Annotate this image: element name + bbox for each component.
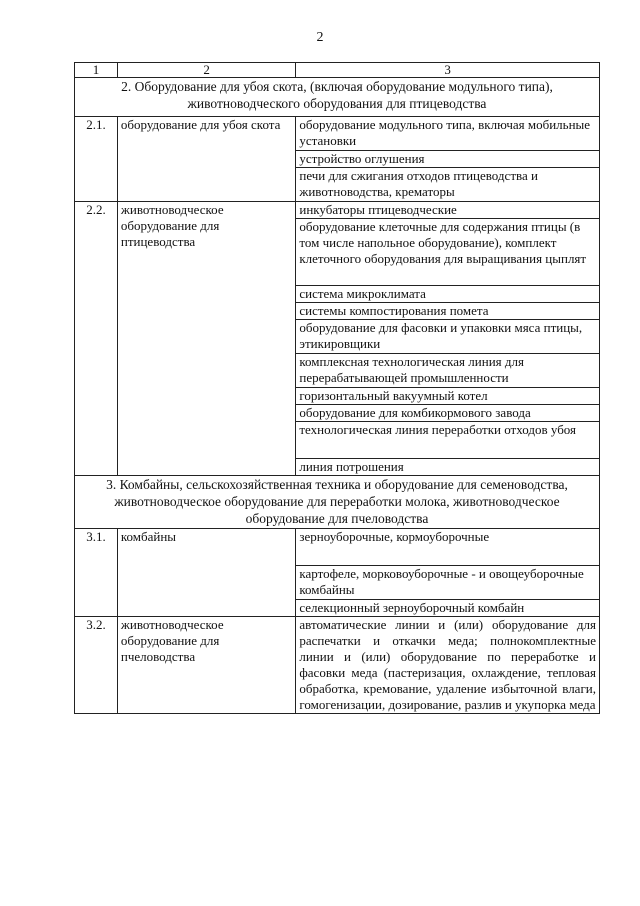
table-row [75, 529, 600, 566]
row-item: зерноуборочные, кормоуборочные [296, 529, 600, 566]
row-item: устройство оглушения [296, 151, 600, 168]
table-header-row [75, 63, 600, 78]
table-row [75, 617, 600, 714]
row-category: оборудование для убоя скота [117, 117, 295, 202]
row-item: селекционный зерноуборочный комбайн [296, 600, 600, 617]
row-item: комплексная технологическая линия для перерабатывающей промышленности [296, 354, 600, 388]
row-item: системы компостирования помета [296, 303, 600, 320]
section-heading-row [75, 476, 600, 529]
table-row [75, 202, 600, 219]
row-item: печи для сжигания отходов птицеводства и животноводства, крематоры [296, 168, 600, 202]
header-col-3: 3 [296, 63, 600, 78]
section-2-title: 2. Оборудование для убоя скота, (включая оборудование модульного типа), животноводческого оборудования для птицеводства [75, 78, 600, 117]
row-category: животноводческое оборудование для птицеводства [117, 202, 295, 476]
row-item: горизонтальный вакуумный котел [296, 388, 600, 405]
row-number: 2.2. [75, 202, 118, 476]
row-number: 3.1. [75, 529, 118, 617]
header-col-2: 2 [117, 63, 295, 78]
page-number: 2 [316, 30, 324, 45]
row-item: оборудование модульного типа, включая мобильные установки [296, 117, 600, 151]
header-col-1: 1 [75, 63, 118, 78]
table-row [75, 117, 600, 151]
row-item: система микроклимата [296, 286, 600, 303]
row-category: комбайны [117, 529, 295, 617]
equipment-table [74, 62, 600, 714]
row-item: автоматические линии и (или) оборудование для распечатки и откачки меда; полнокомплектные линии и (или) оборудование по переработке и фасовки меда (пастеризация, охлаждение, тепловая обработка, кремование, удаление избыточной влаги, гомогенизации, дозирование, разлив и укупорка меда [296, 617, 600, 714]
row-number: 2.1. [75, 117, 118, 202]
row-item: линия потрошения [296, 459, 600, 476]
row-item: инкубаторы птицеводческие [296, 202, 600, 219]
row-number: 3.2. [75, 617, 118, 714]
section-heading-row [75, 78, 600, 117]
row-item: оборудование для комбикормового завода [296, 405, 600, 422]
row-item: картофеле, морковоуборочные - и овощеуборочные комбайны [296, 566, 600, 600]
row-category: животноводческое оборудование для пчеловодства [117, 617, 295, 714]
section-3-title: 3. Комбайны, сельскохозяйственная техника и оборудование для семеноводства, животноводческое оборудование для переработки молока, животноводческое оборудование для пчеловодства [75, 476, 600, 529]
row-item: технологическая линия переработки отходов убоя [296, 422, 600, 459]
row-item: оборудование для фасовки и упаковки мяса птицы, этикировщики [296, 320, 600, 354]
row-item: оборудование клеточные для содержания птицы (в том числе напольное оборудование), комплект клеточного оборудования для выращивания цыплят [296, 219, 600, 286]
